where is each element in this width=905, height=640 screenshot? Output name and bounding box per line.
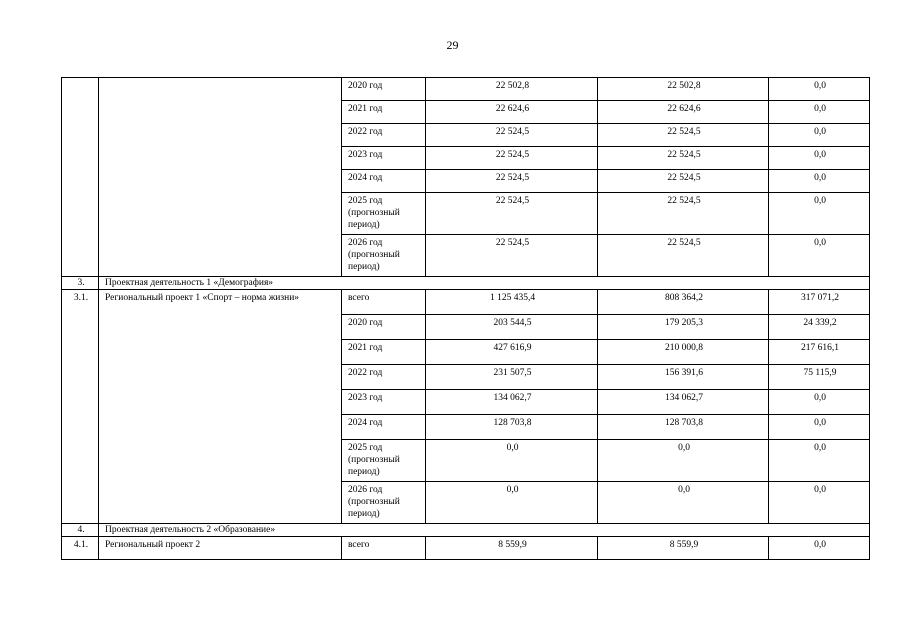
- project-title: Региональный проект 2: [99, 537, 342, 560]
- num-cell: [62, 78, 99, 277]
- section-row: [62, 524, 870, 537]
- source1-cell: 156 391,6: [598, 365, 769, 390]
- period-cell: всего: [342, 537, 426, 560]
- source2-cell: 0,0: [769, 101, 870, 124]
- section-number: 3.: [62, 277, 99, 290]
- period-cell: 2023 год: [342, 390, 426, 415]
- project-title: Региональный проект 1 «Спорт – норма жизни»: [99, 290, 342, 524]
- period-cell: 2024 год: [342, 415, 426, 440]
- source1-cell: 22 524,5: [598, 124, 769, 147]
- period-cell: 2026 год (прогнозный период): [342, 235, 426, 277]
- total-cell: 128 703,8: [426, 415, 598, 440]
- source2-cell: 0,0: [769, 147, 870, 170]
- period-cell: 2022 год: [342, 124, 426, 147]
- period-cell: 2022 год: [342, 365, 426, 390]
- project-number: 3.1.: [62, 290, 99, 524]
- source1-cell: 0,0: [598, 482, 769, 524]
- source2-cell: 0,0: [769, 415, 870, 440]
- period-cell: 2020 год: [342, 78, 426, 101]
- source2-cell: 0,0: [769, 193, 870, 235]
- table-row: [62, 78, 870, 101]
- period-cell: всего: [342, 290, 426, 315]
- period-cell: 2025 год (прогнозный период): [342, 440, 426, 482]
- source1-cell: 134 062,7: [598, 390, 769, 415]
- funding-table: [61, 77, 870, 560]
- period-cell: 2023 год: [342, 147, 426, 170]
- source1-cell: 22 524,5: [598, 147, 769, 170]
- source1-cell: 22 624,6: [598, 101, 769, 124]
- total-cell: 22 524,5: [426, 235, 598, 277]
- source1-cell: 22 524,5: [598, 235, 769, 277]
- source2-cell: 0,0: [769, 124, 870, 147]
- name-cell: [99, 78, 342, 277]
- source2-cell: 24 339,2: [769, 315, 870, 340]
- source2-cell: 0,0: [769, 537, 870, 560]
- source1-cell: 179 205,3: [598, 315, 769, 340]
- source2-cell: 0,0: [769, 78, 870, 101]
- total-cell: 427 616,9: [426, 340, 598, 365]
- total-cell: 22 524,5: [426, 193, 598, 235]
- source1-cell: 8 559,9: [598, 537, 769, 560]
- total-cell: 0,0: [426, 482, 598, 524]
- period-cell: 2021 год: [342, 340, 426, 365]
- source1-cell: 22 502,8: [598, 78, 769, 101]
- section-row: [62, 277, 870, 290]
- source1-cell: 210 000,8: [598, 340, 769, 365]
- source2-cell: 0,0: [769, 390, 870, 415]
- period-cell: 2025 год (прогнозный период): [342, 193, 426, 235]
- total-cell: 231 507,5: [426, 365, 598, 390]
- source2-cell: 0,0: [769, 482, 870, 524]
- total-cell: 1 125 435,4: [426, 290, 598, 315]
- source1-cell: 22 524,5: [598, 170, 769, 193]
- total-cell: 134 062,7: [426, 390, 598, 415]
- total-cell: 22 524,5: [426, 124, 598, 147]
- source2-cell: 0,0: [769, 440, 870, 482]
- source2-cell: 0,0: [769, 235, 870, 277]
- table-row: [62, 537, 870, 560]
- source2-cell: 317 071,2: [769, 290, 870, 315]
- section-number: 4.: [62, 524, 99, 537]
- project-number: 4.1.: [62, 537, 99, 560]
- total-cell: 22 524,5: [426, 170, 598, 193]
- source2-cell: 0,0: [769, 170, 870, 193]
- page-number: 29: [446, 38, 459, 52]
- total-cell: 22 524,5: [426, 147, 598, 170]
- total-cell: 22 624,6: [426, 101, 598, 124]
- period-cell: 2020 год: [342, 315, 426, 340]
- total-cell: 22 502,8: [426, 78, 598, 101]
- period-cell: 2024 год: [342, 170, 426, 193]
- source1-cell: 22 524,5: [598, 193, 769, 235]
- source1-cell: 808 364,2: [598, 290, 769, 315]
- section-title: Проектная деятельность 1 «Демография»: [99, 277, 870, 290]
- total-cell: 8 559,9: [426, 537, 598, 560]
- period-cell: 2021 год: [342, 101, 426, 124]
- source2-cell: 217 616,1: [769, 340, 870, 365]
- source2-cell: 75 115,9: [769, 365, 870, 390]
- total-cell: 203 544,5: [426, 315, 598, 340]
- source1-cell: 128 703,8: [598, 415, 769, 440]
- table-row: [62, 290, 870, 315]
- total-cell: 0,0: [426, 440, 598, 482]
- source1-cell: 0,0: [598, 440, 769, 482]
- period-cell: 2026 год (прогнозный период): [342, 482, 426, 524]
- section-title: Проектная деятельность 2 «Образование»: [99, 524, 870, 537]
